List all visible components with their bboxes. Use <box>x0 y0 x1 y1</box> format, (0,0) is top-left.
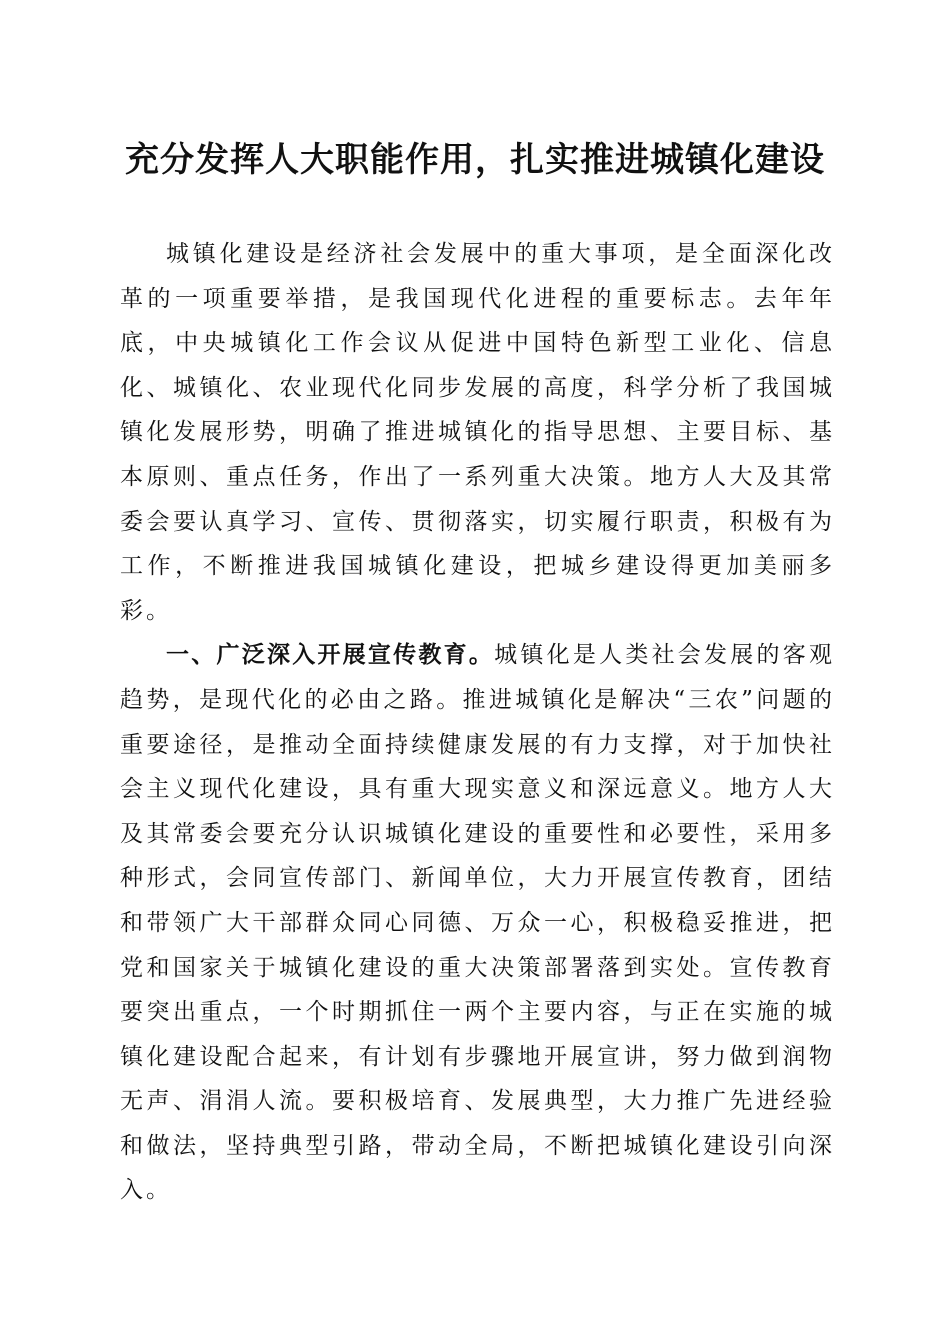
paragraph-lead: 一、广泛深入开展宣传教育。 <box>166 642 495 669</box>
document-title: 充分发挥人大职能作用，扎实推进城镇化建设 <box>125 140 825 180</box>
paragraph-text: 城镇化是人类社会发展的客观趋势，是现代化的必由之路。推进城镇化是解决“三农”问题的重要途径，是推动全面持续健康发展的有力支撑，对于加快社会主义现代化建设，具有重大现实意义和深远意义。地方人大及其常委会要充分认识城镇化建设的重要性和必要性，采用多种形式，会同宣传部门、新闻单位，大力开展宣传教育，团结和带领广大干部群众同心同德、万众一心，积极稳妥推进，把党和国家关于城镇化建设的重大决策部署落到实处。宣传教育要突出重点，一个时期抓住一两个主要内容，与正在实施的城镇化建设配合起来，有计划有步骤地开展宣讲，努力做到润物无声、涓涓人流。要积极培育、发展典型，大力推广先进经验和做法，坚持典型引路，带动全局，不断把城镇化建设引向深入。 <box>120 642 836 1204</box>
paragraph-intro <box>120 232 835 633</box>
paragraph-section-1 <box>120 633 835 1213</box>
paragraph-text: 城镇化建设是经济社会发展中的重大事项，是全面深化改革的一项重要举措，是我国现代化进程的重要标志。去年年底，中央城镇化工作会议从促进中国特色新型工业化、信息化、城镇化、农业现代化同步发展的高度，科学分析了我国城镇化发展形势，明确了推进城镇化的指导思想、主要目标、基本原则、重点任务，作出了一系列重大决策。地方人大及其常委会要认真学习、宣传、贯彻落实，切实履行职责，积极有为工作，不断推进我国城镇化建设，把城乡建设得更加美丽多彩。 <box>120 241 835 624</box>
document-body <box>120 232 835 1213</box>
